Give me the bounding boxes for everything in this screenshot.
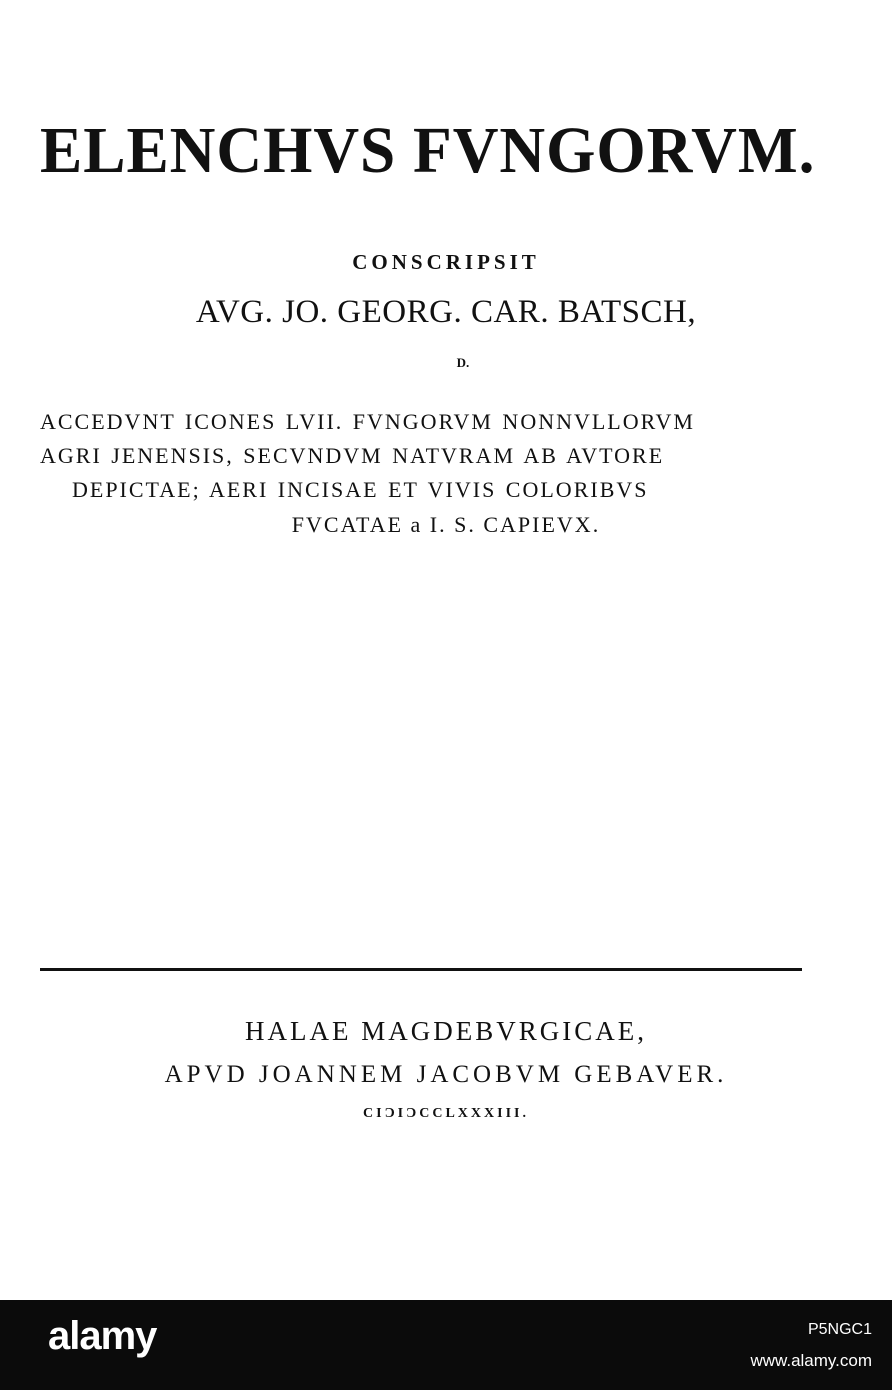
degree-mark: D. <box>456 355 470 370</box>
description-line-1: ACCEDVNT ICONES LVII. FVNGORVM NONNVLLORVM <box>40 409 695 434</box>
image-id-label: P5NGC1 <box>807 1321 872 1338</box>
description-line-4: FVCATAE a I. S. CAPIEVX. <box>291 512 601 537</box>
stock-photo-footer <box>0 1300 892 1390</box>
imprint-year: CIƆIƆCCLXXXIII. <box>363 1106 529 1121</box>
brand-logo: alamy <box>48 1314 157 1358</box>
description-line-2: AGRI JENENSIS, SECVNDVM NATVRAM AB AVTORE <box>40 443 665 468</box>
description-line-3: DEPICTAE; AERI INCISAE ET VIVIS COLORIBVS <box>72 477 649 502</box>
book-title: ELENCHVS FVNGORVM. <box>40 114 816 187</box>
author-name: AVG. JO. GEORG. CAR. BATSCH, <box>195 294 697 330</box>
site-url: www.alamy.com <box>750 1351 872 1370</box>
imprint-publisher: APVD JOANNEM JACOBVM GEBAVER. <box>164 1061 728 1088</box>
conscripsit-line: CONSCRIPSIT <box>352 250 540 274</box>
imprint-rule <box>40 968 802 971</box>
imprint-city: HALAE MAGDEBVRGICAE, <box>245 1016 647 1046</box>
